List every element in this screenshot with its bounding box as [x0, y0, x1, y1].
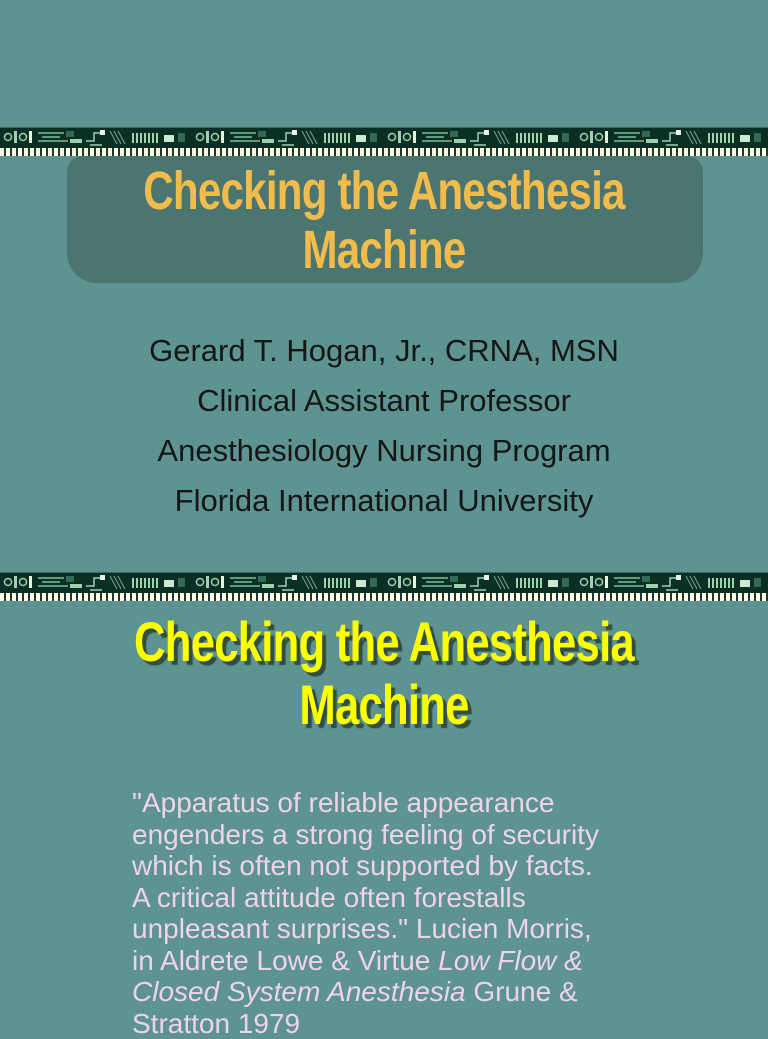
quote-line: engenders a strong feeling of security	[132, 819, 599, 851]
author-line: Clinical Assistant Professor	[0, 376, 768, 426]
quote-line: Closed System Anesthesia Grune &	[132, 976, 599, 1008]
quote-line: unpleasant surprises." Lucien Morris,	[132, 913, 599, 945]
title-line: Machine	[84, 221, 683, 280]
quote-line: "Apparatus of reliable appearance	[132, 787, 599, 819]
stripe-band	[0, 593, 768, 601]
author-line: Florida International University	[0, 476, 768, 526]
slide-2-title	[84, 610, 683, 736]
title-line: Checking the Anesthesia	[84, 610, 683, 673]
quote-line: in Aldrete Lowe & Virtue Low Flow &	[132, 945, 599, 977]
circuit-pattern-icon	[0, 572, 768, 593]
slide-1-title	[84, 162, 683, 280]
author-line: Anesthesiology Nursing Program	[0, 426, 768, 476]
title-line: Checking the Anesthesia	[84, 162, 683, 221]
quote-line: which is often not supported by facts.	[132, 850, 599, 882]
stripe-band	[0, 148, 768, 156]
slide-1-author-block	[0, 326, 768, 526]
author-line: Gerard T. Hogan, Jr., CRNA, MSN	[0, 326, 768, 376]
title-line: Machine	[84, 673, 683, 736]
circuit-border-top	[0, 127, 768, 156]
circuit-border-middle	[0, 572, 768, 601]
circuit-pattern-icon	[0, 127, 768, 148]
quote-line: A critical attitude often forestalls	[132, 882, 599, 914]
slide-2-quote	[132, 787, 599, 1039]
quote-line: Stratton 1979	[132, 1008, 599, 1039]
